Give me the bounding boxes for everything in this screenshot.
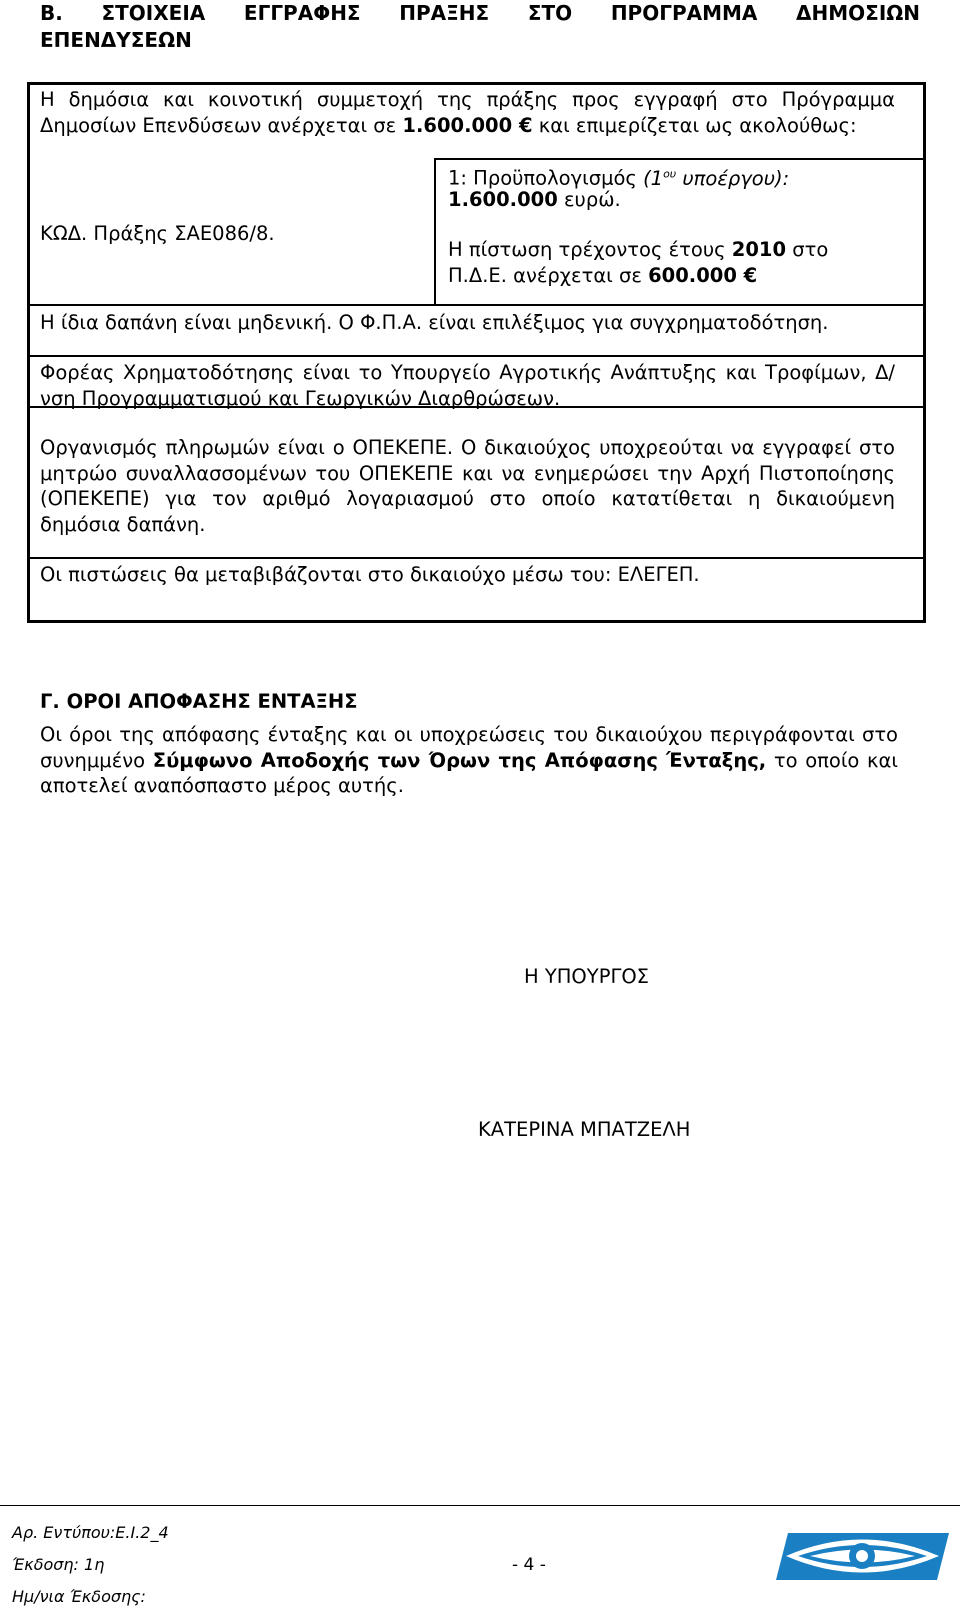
project-code: ΚΩΔ. Πράξης ΣΑΕ086/8. [40,222,275,245]
footer-rule [0,1505,960,1506]
intro-text: Η δημόσια και κοινοτική συμμετοχή της πράξης προς εγγραφή στο Πρόγραμμα Δημοσίων Επενδύσεων ανέρχεται σε [40,88,895,137]
page-number: - 4 - [512,1555,546,1575]
title-word: ΔΗΜΟΣΙΩΝ [796,1,920,25]
divider-line [30,304,923,306]
signatory-name: ΚΑΤΕΡΙΝΑ ΜΠΑΤΖΕΛΗ [478,1118,691,1141]
divider-line [30,406,923,408]
section-b-title-line1 [40,0,920,27]
signatory-role: Η ΥΠΟΥΡΓΟΣ [524,965,649,988]
budget-sup: ου [663,167,677,180]
credit-year: 2010 [731,238,787,261]
title-word: Β. [40,1,63,25]
budget-amount-line [448,187,621,213]
divider-line [436,158,923,160]
section-c-bold-text: Σύμφωνο Αποδοχής των Όρων της Απόφασης Ένταξης, [152,748,767,772]
credit-amount: 600.000 € [648,263,758,287]
form-number: Αρ. Εντύπου:Ε.Ι.2_4 [12,1523,169,1542]
section-b-title-line2: ΕΠΕΝΔΥΣΕΩΝ [40,28,192,52]
current-year-credit [448,237,868,288]
title-word: ΣΤΟ [527,1,573,25]
divider-line [434,158,436,305]
transfer-line: Οι πιστώσεις θα μεταβιβάζονται στο δικαιούχο μέσω του: ΕΛΕΓΕΠ. [40,563,700,586]
funding-body-paragraph: Φορέας Χρηματοδότησης είναι το Υπουργείο Αγροτικής Ανάπτυξης και Τροφίμων, Δ/νση Προγραμματισμού και Γεωργικών Διαρθρώσεων. [40,361,895,410]
divider-line [30,355,923,357]
edition: Έκδοση: 1η [12,1555,105,1574]
title-word: ΣΤΟΙΧΕΙΑ [101,1,206,25]
eye-logo-icon [776,1533,949,1580]
title-word: ΠΡΑΞΗΣ [399,1,490,25]
edition-date-label: Ημ/νια Έκδοσης: [12,1587,146,1606]
intro-text-end: και επιμερίζεται ως ακολούθως: [532,113,857,137]
intro-amount: 1.600.000 € [402,113,533,137]
section-c-paragraph [40,722,898,799]
title-word: ΕΓΓΡΑΦΗΣ [243,1,361,25]
budget-text: 1: Προϋπολογισμός [448,166,644,190]
intro-paragraph [40,87,895,138]
title-word: ΠΡΟΓΡΑΜΜΑ [610,1,758,25]
registration-details-box [27,82,926,623]
credit-text: Η πίστωση τρέχοντος έτους [448,238,732,261]
budget-amount: 1.600.000 [448,188,558,211]
divider-line [30,557,923,559]
section-c-text-end: το οποίο και αποτελεί αναπόσπαστο μέρος αυτής. [40,748,898,797]
own-expense-line: Η ίδια δαπάνη είναι μηδενική. Ο Φ.Π.Α. είναι επιλέξιμος για συγχρηματοδότηση. [40,311,829,334]
credit-text: στο Π.Δ.Ε. ανέρχεται σε [448,238,829,287]
payment-org-paragraph: Οργανισμός πληρωμών είναι ο ΟΠΕΚΕΠΕ. Ο δικαιούχος υποχρεούται να εγγραφεί στο μητρώο συναλλασσομένων του ΟΠΕΚΕΠΕ και να ενημερώσει την Αρχή Πιστοποίησης (ΟΠΕΚΕΠΕ) για τον αριθμό λογαριασμού στο οποίο κατατίθεται η δικαιούμενη δημόσια δαπάνη. [40,436,895,536]
budget-italic: (1 [643,166,664,190]
section-b-heading [40,0,920,54]
budget-italic: υποέργου): [676,166,790,190]
section-c-title: Γ. ΟΡΟΙ ΑΠΟΦΑΣΗΣ ΕΝΤΑΞΗΣ [40,690,358,713]
budget-currency: ευρώ. [557,188,621,211]
section-c-text: Οι όροι της απόφασης ένταξης και οι υποχρεώσεις του δικαιούχου περιγράφονται στο συνημμένο [40,723,898,772]
